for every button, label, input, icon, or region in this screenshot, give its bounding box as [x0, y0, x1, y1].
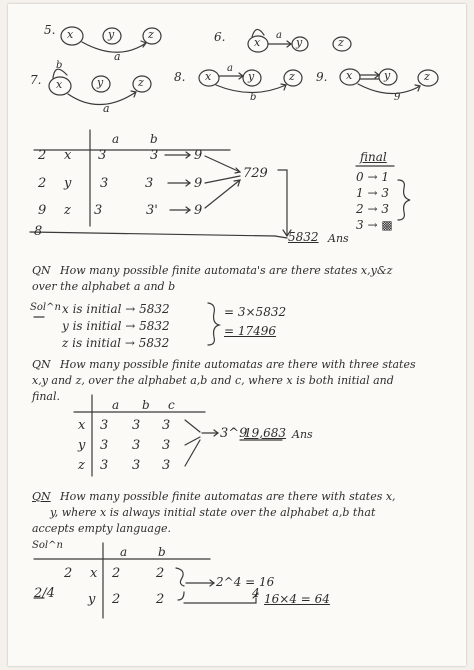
- state-label: y: [248, 70, 255, 83]
- table3-cell: 2: [112, 592, 121, 607]
- answer-mark: Ans: [328, 232, 349, 245]
- q3-text: accepts empty language.: [32, 522, 171, 535]
- table2-col: b: [142, 398, 150, 412]
- q3-text: How many possible finite automatas are there with states x,: [60, 490, 396, 503]
- q3-calc: 2^4 = 16: [216, 575, 275, 589]
- q2-power: 3^9: [220, 426, 248, 441]
- table1-nine: 9: [194, 203, 203, 218]
- diagram-9-number: 9.: [316, 70, 328, 84]
- table3-cell: 2: [112, 566, 121, 581]
- answer-mark: Ans: [292, 428, 313, 441]
- state-label: x: [56, 78, 63, 91]
- edge-label: a: [276, 30, 282, 41]
- state-label: x: [254, 36, 261, 49]
- table1-center: 729: [243, 166, 268, 181]
- state-label: z: [138, 76, 144, 89]
- q2-text: x,y and z, over the alphabet a,b and c, where x is both initial and: [32, 374, 394, 387]
- table1-sum: 8: [34, 224, 43, 239]
- edge-label: a: [103, 102, 110, 115]
- table1-col-b: b: [150, 132, 158, 146]
- q3-result: 16×4 = 64: [264, 592, 330, 606]
- q3-text: y, where x is always initial state over the alphabet a,b that: [50, 506, 376, 519]
- state-label: y: [296, 36, 303, 49]
- q2-text: How many possible finite automatas are there with three states: [60, 358, 416, 371]
- diagram-6-number: 6.: [214, 30, 226, 44]
- table2-state: x: [78, 418, 86, 433]
- diagram-5-number: 5.: [44, 23, 56, 37]
- table2-cell: 3: [100, 418, 109, 433]
- table3-cell: 2: [156, 566, 165, 581]
- q1-row: y is initial → 5832: [62, 319, 170, 333]
- table1-cell: 3: [94, 203, 103, 218]
- table1-cell: 3: [150, 148, 159, 163]
- table1-count: 2: [38, 148, 47, 163]
- final-row: 1 → 3: [356, 186, 389, 200]
- table2-state: z: [78, 458, 85, 473]
- final-row: 3 → ▩: [356, 218, 393, 232]
- q2-text: final.: [32, 390, 60, 403]
- table2-cell: 3: [100, 458, 109, 473]
- q3-brace: [176, 568, 184, 586]
- state-label: z: [424, 70, 430, 83]
- table3-count: 2: [64, 566, 73, 581]
- q3-label: QN: [32, 490, 51, 503]
- table2-col: c: [168, 398, 175, 412]
- table1-count: 2: [38, 176, 47, 191]
- table3-state: x: [90, 566, 98, 581]
- table3-cell: 2: [156, 592, 165, 607]
- table2-cell: 3: [162, 418, 171, 433]
- state-label: y: [97, 76, 104, 89]
- q2-result: 19,683: [244, 426, 286, 440]
- table2-cell: 3: [132, 418, 141, 433]
- q1-text: How many possible finite automata's are there states x,y&z: [60, 264, 393, 277]
- table2-state: y: [78, 438, 86, 453]
- table2-cell: 3: [132, 458, 141, 473]
- sol-label: Sol^n: [32, 540, 63, 551]
- table1-nine: 9: [194, 176, 203, 191]
- final-title: final: [360, 150, 387, 164]
- q1-brace: [208, 303, 219, 345]
- table1-cell: 3: [145, 176, 154, 191]
- state-label: x: [205, 70, 212, 83]
- q1-result: = 17496: [224, 324, 277, 338]
- q1-row: x is initial → 5832: [62, 302, 170, 316]
- table1-col-a: a: [112, 132, 120, 146]
- diagram-8-number: 8.: [174, 70, 186, 84]
- table1-nine: 9: [194, 148, 203, 163]
- edge-label: a: [227, 63, 233, 74]
- table1-count: 9: [38, 203, 47, 218]
- q1-row: z is initial → 5832: [62, 336, 170, 350]
- table1-result: 5832: [288, 230, 319, 244]
- final-brace: [398, 180, 410, 220]
- table3-state: y: [88, 592, 96, 607]
- edge-label: b: [250, 92, 257, 103]
- q1-calc: = 3×5832: [224, 305, 287, 319]
- state-label: z: [289, 70, 295, 83]
- table1-cell: 3: [98, 148, 107, 163]
- state-label: z: [338, 36, 344, 49]
- table1-cell: 3: [100, 176, 109, 191]
- q3-side: 4: [252, 586, 260, 600]
- table2-col: a: [112, 398, 120, 412]
- table2-cell: 3: [132, 438, 141, 453]
- state-label: y: [384, 69, 391, 82]
- table3-count: 2/4: [34, 586, 55, 601]
- table1-state: y: [64, 176, 72, 191]
- q2-label: QN: [32, 358, 51, 371]
- q1-text: over the alphabet a and b: [32, 280, 176, 293]
- table1-lines: [30, 130, 410, 238]
- state-label: x: [67, 28, 74, 41]
- state-label: z: [148, 28, 154, 41]
- table1-state: x: [64, 148, 72, 163]
- sol-label: Sol^n: [30, 302, 61, 313]
- table2-cell: 3: [162, 458, 171, 473]
- state-label: x: [346, 69, 353, 82]
- table3-col: a: [120, 545, 128, 559]
- diagram-7-number: 7.: [30, 73, 42, 87]
- state-label: y: [108, 28, 115, 41]
- loop-label: b: [56, 60, 63, 71]
- center-bracket: [278, 170, 287, 235]
- final-row: 2 → 3: [356, 202, 389, 216]
- table2-cell: 3: [100, 438, 109, 453]
- table1-state: z: [64, 203, 71, 218]
- final-row: 0 → 1: [356, 170, 389, 184]
- table3-col: b: [158, 545, 166, 559]
- edge-label: a: [114, 50, 121, 63]
- table2-cell: 3: [162, 438, 171, 453]
- table1-cell: 3': [146, 203, 158, 218]
- edge-label: 9: [394, 92, 401, 103]
- q1-label: QN: [32, 264, 51, 277]
- edge-xz: [68, 92, 136, 105]
